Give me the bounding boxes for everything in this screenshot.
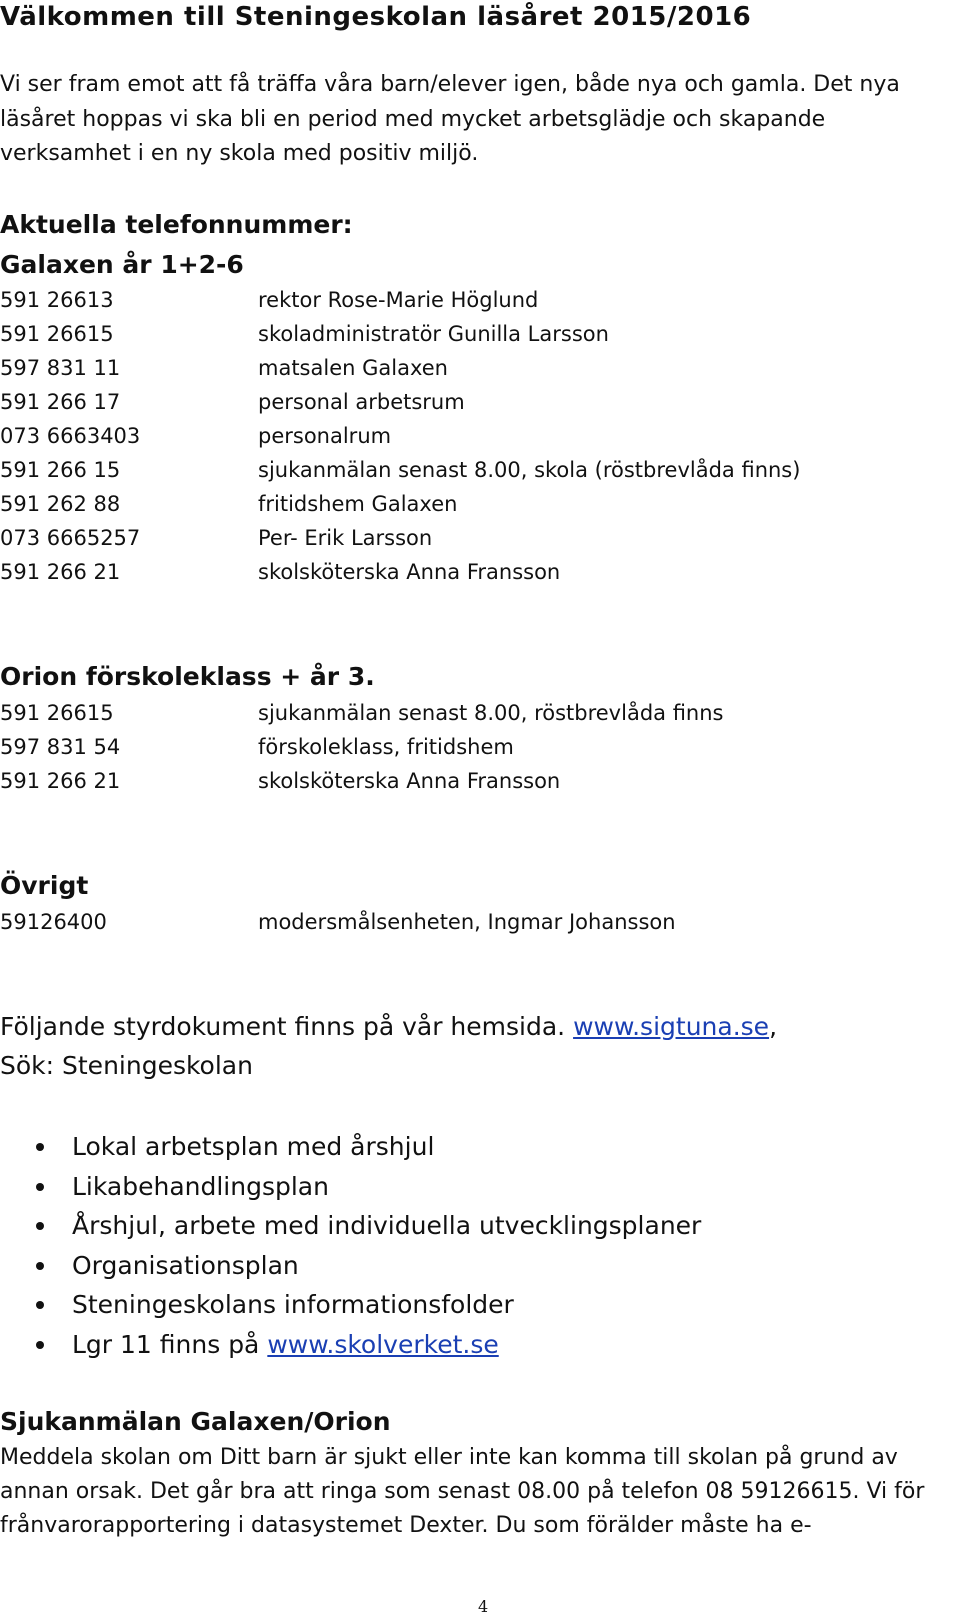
list-item-text: Lgr 11 finns på — [72, 1329, 268, 1359]
phone-number: 591 266 21 — [0, 560, 121, 584]
phones-heading: Aktuella telefonnummer: — [0, 210, 353, 239]
list-item — [0, 1167, 950, 1207]
sick-report-heading: Sjukanmälan Galaxen/Orion — [0, 1407, 391, 1436]
list-item-text: Steningeskolans informationsfolder — [72, 1290, 514, 1319]
phone-row — [0, 521, 950, 555]
phone-description: rektor Rose-Marie Höglund — [258, 288, 539, 312]
phone-row — [0, 764, 950, 798]
sigtuna-link[interactable]: www.sigtuna.se — [573, 1012, 770, 1041]
list-item — [0, 1127, 950, 1167]
galaxen-phone-list — [0, 283, 950, 589]
phone-number: 073 6663403 — [0, 424, 141, 448]
bullet-icon — [36, 1183, 44, 1191]
bullet-icon — [36, 1341, 44, 1349]
list-item-text: Lokal arbetsplan med årshjul — [72, 1132, 435, 1161]
phone-description: matsalen Galaxen — [258, 356, 448, 380]
documents-list — [0, 1127, 950, 1364]
list-item — [0, 1206, 950, 1246]
phone-number: 591 26615 — [0, 701, 114, 725]
phone-number: 591 266 15 — [0, 458, 121, 482]
phone-description: skoladministratör Gunilla Larsson — [258, 322, 609, 346]
intro-paragraph: Vi ser fram emot att få träffa våra barn/elever igen, både nya och gamla. Det nya läsåret hoppas vi ska bli en period med mycket arbetsglädje och skapande verksamhet i en ny skola med positiv miljö. — [0, 72, 900, 166]
phone-row — [0, 283, 950, 317]
documents-comma: , — [769, 1012, 778, 1041]
phone-description: skolsköterska Anna Fransson — [258, 560, 561, 584]
phone-number: 591 262 88 — [0, 492, 121, 516]
phone-row — [0, 385, 950, 419]
page-number: 4 — [478, 1597, 489, 1616]
phone-description: modersmålsenheten, Ingmar Johansson — [258, 910, 676, 934]
phone-row — [0, 555, 950, 589]
orion-heading: Orion förskoleklass + år 3. — [0, 662, 375, 691]
list-item — [0, 1325, 950, 1365]
phone-description: fritidshem Galaxen — [258, 492, 458, 516]
list-item-text: Årshjul, arbete med individuella utvecklingsplaner — [72, 1211, 702, 1240]
phone-row — [0, 905, 950, 939]
documents-paragraph — [0, 1007, 950, 1085]
phone-description: sjukanmälan senast 8.00, skola (röstbrevlåda finns) — [258, 458, 801, 482]
list-item-text: Organisationsplan — [72, 1250, 299, 1280]
phone-row — [0, 730, 950, 764]
phone-number: 591 266 21 — [0, 769, 121, 793]
bullet-icon — [36, 1143, 44, 1151]
phone-description: personal arbetsrum — [258, 390, 465, 414]
phone-row — [0, 419, 950, 453]
bullet-icon — [36, 1222, 44, 1230]
list-item — [0, 1285, 950, 1325]
phone-row — [0, 351, 950, 385]
phone-row — [0, 453, 950, 487]
phone-number: 597 831 11 — [0, 356, 121, 380]
phone-description: personalrum — [258, 424, 392, 448]
phone-number: 591 26613 — [0, 288, 114, 312]
bullet-icon — [36, 1301, 44, 1309]
phone-row — [0, 696, 950, 730]
phone-number: 591 266 17 — [0, 390, 121, 414]
phone-number: 591 26615 — [0, 322, 114, 346]
phone-number: 073 6665257 — [0, 526, 141, 550]
phone-number: 597 831 54 — [0, 735, 121, 759]
documents-search-hint: Sök: Steningeskolan — [0, 1051, 253, 1080]
galaxen-heading: Galaxen år 1+2-6 — [0, 250, 244, 279]
documents-text: Följande styrdokument finns på vår hemsida. — [0, 1012, 574, 1041]
phone-description: förskoleklass, fritidshem — [258, 735, 514, 759]
skolverket-link[interactable]: www.skolverket.se — [267, 1329, 499, 1359]
phone-description: Per- Erik Larsson — [258, 526, 433, 550]
phone-description: skolsköterska Anna Fransson — [258, 769, 561, 793]
ovrigt-phone-list — [0, 905, 950, 939]
list-item-text: Likabehandlingsplan — [72, 1171, 329, 1201]
phone-row — [0, 487, 950, 521]
list-item — [0, 1246, 950, 1286]
phone-row — [0, 317, 950, 351]
phone-number: 59126400 — [0, 910, 107, 934]
bullet-icon — [36, 1262, 44, 1270]
phone-description: sjukanmälan senast 8.00, röstbrevlåda finns — [258, 701, 724, 725]
sick-report-paragraph: Meddela skolan om Ditt barn är sjukt eller inte kan komma till skolan på grund av annan orsak. Det går bra att ringa som senast 08.00 på telefon 08 59126615. Vi för frånvarorapportering i datasystemet Dexter. Du som förälder måste ha e- — [0, 1445, 925, 1538]
ovrigt-heading: Övrigt — [0, 871, 89, 900]
page-title: Välkommen till Steningeskolan läsåret 2015/2016 — [0, 2, 752, 32]
orion-phone-list — [0, 696, 950, 798]
